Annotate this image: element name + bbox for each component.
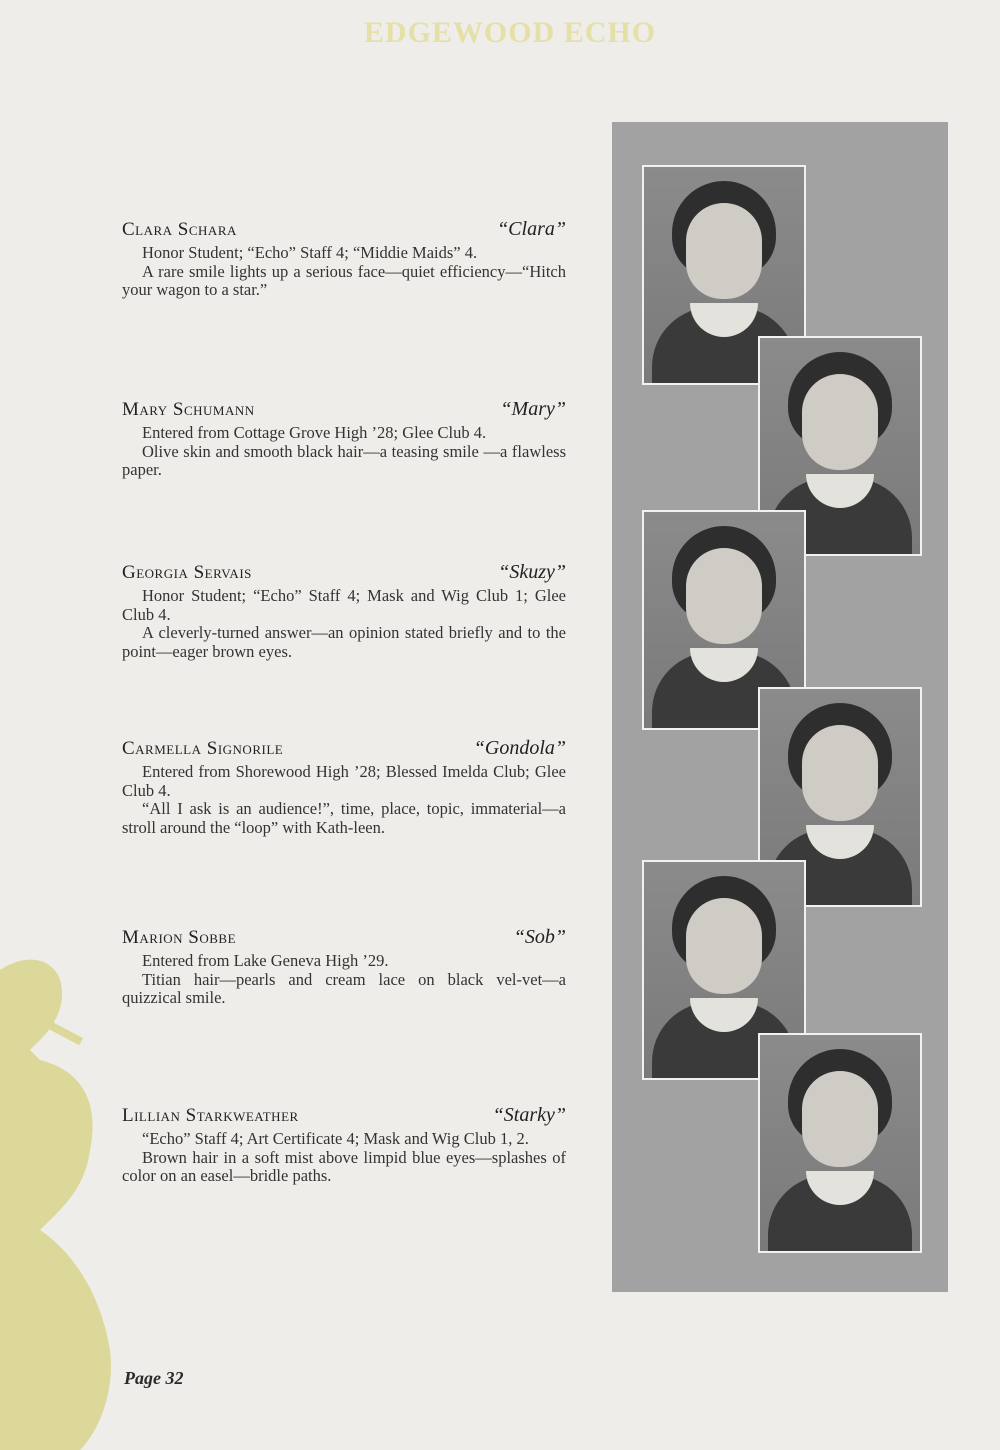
student-entry: [122, 1104, 566, 1186]
student-nickname: “Sob”: [513, 926, 566, 948]
student-entry: [122, 561, 566, 661]
student-honors: Honor Student; “Echo” Staff 4; Mask and Wig Club 1; Glee Club 4.: [122, 586, 566, 624]
student-name: Carmella Signorile: [122, 738, 284, 759]
student-name: Mary Schumann: [122, 399, 255, 420]
student-description: Olive skin and smooth black hair—a teasing smile —a flawless paper.: [122, 441, 566, 479]
student-name: Marion Sobbe: [122, 927, 237, 948]
student-honors: Entered from Lake Geneva High ’29.: [142, 951, 389, 970]
student-entry: [122, 218, 566, 300]
student-name: Lillian Starkweather: [122, 1105, 299, 1126]
student-honors: Honor Student; “Echo” Staff 4; “Middie Maids” 4.: [142, 243, 478, 262]
student-nickname: “Starky”: [492, 1104, 566, 1126]
student-description: Brown hair in a soft mist above limpid blue eyes—splashes of color on an easel—bridle paths.: [122, 1147, 566, 1185]
flute-player-illustration: [0, 950, 120, 1450]
student-entry: [122, 737, 566, 837]
entry-heading: [122, 561, 566, 587]
student-name: Clara Schara: [122, 219, 237, 240]
student-nickname: “Skuzy”: [498, 561, 566, 583]
page-number: Page 32: [124, 1368, 184, 1388]
entry-heading: [122, 737, 566, 763]
portrait-photo: [758, 1033, 922, 1253]
student-nickname: “Clara”: [497, 218, 566, 240]
student-honors: “Echo” Staff 4; Art Certificate 4; Mask and Wig Club 1, 2.: [142, 1129, 529, 1148]
student-nickname: “Gondola”: [473, 737, 566, 759]
student-description: A cleverly-turned answer—an opinion stated briefly and to the point—eager brown eyes.: [122, 623, 566, 661]
student-nickname: “Mary”: [500, 398, 566, 420]
student-description: “All I ask is an audience!”, time, place, topic, immaterial—a stroll around the “loop” with Kath-leen.: [122, 799, 566, 837]
student-description: Titian hair—pearls and cream lace on black vel-vet—a quizzical smile.: [122, 969, 566, 1007]
entry-heading: [122, 218, 566, 244]
entry-heading: [122, 398, 566, 424]
student-entry: [122, 398, 566, 480]
page-header-title: EDGEWOOD ECHO: [363, 16, 657, 49]
entry-heading: [122, 926, 566, 952]
student-honors: Entered from Shorewood High ’28; Blessed Imelda Club; Glee Club 4.: [122, 762, 566, 800]
student-name: Georgia Servais: [122, 562, 252, 583]
student-entry: [122, 926, 566, 1008]
entry-heading: [122, 1104, 566, 1130]
student-honors: Entered from Cottage Grove High ’28; Glee Club 4.: [142, 423, 487, 442]
student-description: A rare smile lights up a serious face—quiet efficiency—“Hitch your wagon to a star.”: [122, 261, 566, 299]
